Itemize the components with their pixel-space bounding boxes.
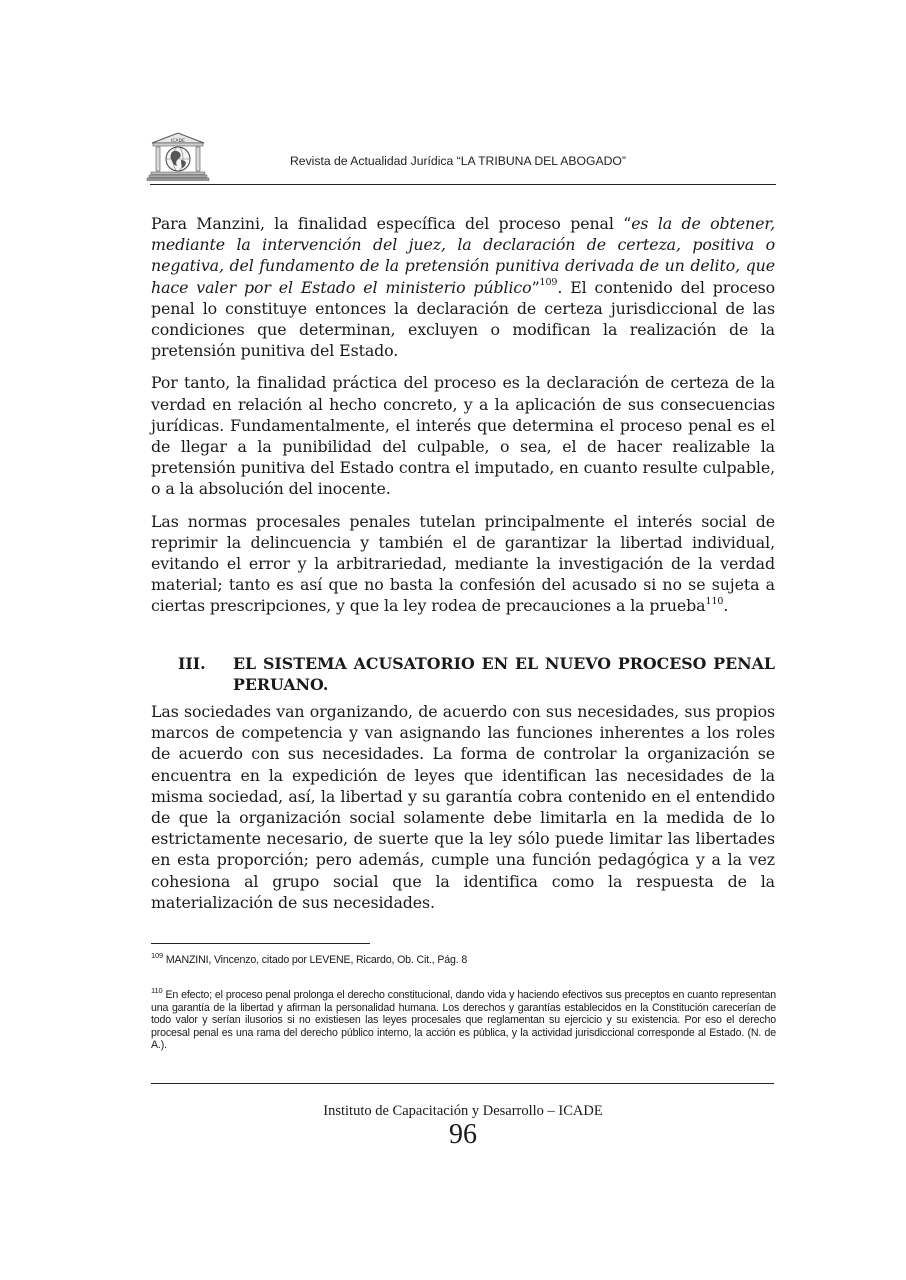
paragraph-2: Por tanto, la finalidad práctica del proceso es la declaración de certeza de la verdad en relación al hecho concreto, y a la aplicación de sus consecuencias jurídicas. Fundamentalmente, el interés que determina el proceso penal es el de llegar a la punibilidad del culpable, o sea, el de hacer realizable la pretensión punitiva del Estado contra el imputado, en cuanto resulte culpable, o a la absolución del inocente.: [151, 373, 775, 499]
footnote-separator: [151, 943, 370, 944]
manzini-quote: es la de obtener, mediante la intervención del juez, la declaración de certeza, positiva o negativa, del fundamento de la pretensión punitiva derivada de un delito, que hace valer por el Estado el ministerio público: [151, 214, 775, 297]
section-title: EL SISTEMA ACUSATORIO EN EL NUEVO PROCESO PENAL PERUANO.: [233, 653, 775, 694]
paragraph-3: Las normas procesales penales tutelan principalmente el interés social de reprimir la delincuencia y también el de garantizar la libertad individual, evitando el error y la arbitrariedad, mediante la investigación de la verdad material; tanto es así que no basta la confesión del acusado si no se sujeta a ciertas prescripciones, y que la ley rodea de precauciones a la prueba$^{110}$.: [151, 511, 775, 616]
paragraph-1: Para Manzini, la finalidad específica del proceso penal “es la de obtener, mediante la intervención del juez, la declaración de certeza, positiva o negativa, del fundamento de la pretensión punitiva derivada de un delito, que hace valer por el Estado el ministerio público”$^{109}$. El contenido del proceso penal lo constituye entonces la declaración de certeza jurisdiccional de las condiciones que determinan, excluyen o modifican la realización de la pretensión punitiva del Estado.: [151, 214, 775, 361]
section-number: III.: [178, 653, 206, 673]
footer-separator: [151, 1083, 774, 1084]
footer-institution: Instituto de Capacitación y Desarrollo – ICADE: [323, 1103, 603, 1119]
svg-text:ICADE: ICADE: [171, 139, 185, 144]
footnote-110: $^{110}$ En efecto; el proceso penal prolonga el derecho constitucional, dando vida y haciendo efectivos sus preceptos en cuanto representan una garantía de la libertad y afirman la personalidad humana. Los derechos y garantías establecidos en la Constitución carecerían de todo valor y serían ilusorios si no existiesen las leyes procesales que reglamentan su ejercicio y su existencia. Por eso el derecho procesal penal es una rama del derecho público interno, la acción es pública, y la actividad jurisdiccional corresponde al Estado. (N. de A.).: [151, 986, 776, 1052]
page-header: [150, 128, 776, 185]
footnote-ref-110[interactable]: 110: [705, 596, 724, 608]
journal-title: Revista de Actualidad Jurídica “LA TRIBUNA DEL ABOGADO”: [290, 154, 626, 168]
paragraph-4: Las sociedades van organizando, de acuerdo con sus necesidades, sus propios marcos de competencia y van asignando las funciones inherentes a los roles de acuerdo con sus necesidades. La forma de controlar la organización se encuentra en la expedición de leyes que identifican las necesidades de la misma sociedad, así, la libertad y su garantía cobra contenido en el entendido de que la organización social solamente debe limitarla en la medida de lo estrictamente necesario, de suerte que la ley sólo puede limitar las libertades en esta proporción; pero además, cumple una función pedagógica y a la vez cohesiona al grupo social que la identifica como la respuesta de la materialización de sus necesidades.: [151, 702, 775, 912]
footnote-number: 110: [151, 986, 163, 996]
main-content: [151, 213, 775, 924]
icade-logo-icon: [146, 130, 210, 182]
section-heading: [151, 653, 775, 695]
footnote-ref-109[interactable]: 109: [539, 277, 558, 289]
footnote-number: 109: [151, 951, 164, 961]
page-number: 96: [449, 1119, 477, 1150]
footnote-109: $^{109}$ MANZINI, Vincenzo, citado por LEVENE, Ricardo, Ob. Cit., Pág. 8: [151, 951, 468, 966]
